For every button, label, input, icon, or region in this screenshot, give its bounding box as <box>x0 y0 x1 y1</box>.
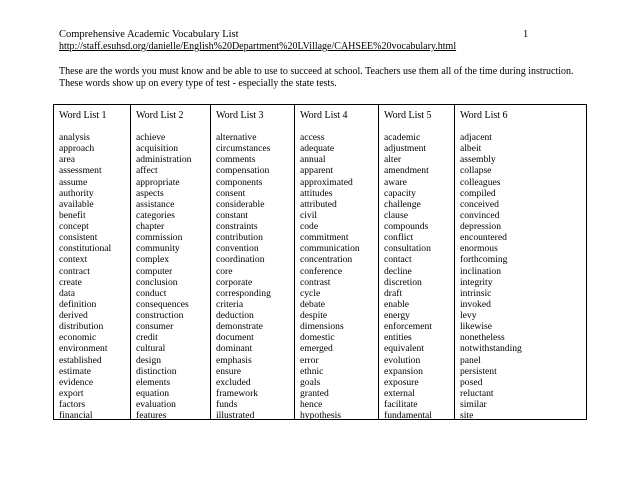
vocabulary-word: code <box>300 221 319 232</box>
vocabulary-word: despite <box>300 310 328 321</box>
vocabulary-word: emerged <box>300 343 333 355</box>
vocabulary-word: administration <box>136 154 192 166</box>
vocabulary-word: academic <box>384 132 421 143</box>
vocabulary-word: exposure <box>384 376 419 388</box>
vocabulary-word: alter <box>384 154 402 166</box>
intro-line: These words show up on every type of test - especially the state tests. <box>59 77 337 89</box>
vocabulary-word: hence <box>300 399 323 410</box>
vocabulary-word: core <box>216 265 233 277</box>
vocabulary-word: factors <box>59 399 86 410</box>
vocabulary-word: inclination <box>460 265 502 277</box>
vocabulary-word: albeit <box>460 143 482 155</box>
vocabulary-word: components <box>216 176 263 188</box>
vocabulary-word: available <box>59 198 94 210</box>
vocabulary-word: compiled <box>460 187 496 199</box>
vocabulary-word: debate <box>300 298 326 310</box>
vocabulary-word: capacity <box>384 187 416 199</box>
vocabulary-word: constant <box>216 209 248 221</box>
word-list-column <box>130 105 210 422</box>
vocabulary-word: affect <box>136 165 158 177</box>
vocabulary-word: elements <box>136 376 171 388</box>
vocabulary-word: convention <box>216 243 259 255</box>
vocabulary-word: apparent <box>300 165 334 177</box>
vocabulary-word: design <box>136 354 162 366</box>
vocabulary-word: draft <box>384 287 403 299</box>
vocabulary-word: contract <box>59 265 90 277</box>
vocabulary-word: export <box>59 387 84 399</box>
vocabulary-word: attitudes <box>300 187 333 199</box>
vocabulary-word: circumstances <box>216 143 271 155</box>
vocabulary-word: assessment <box>59 165 102 177</box>
vocabulary-word: integrity <box>460 276 493 288</box>
vocabulary-word: context <box>59 254 88 266</box>
vocabulary-word: concentration <box>300 254 353 266</box>
vocabulary-word: communication <box>300 243 360 255</box>
vocabulary-word: fundamental <box>384 410 432 422</box>
vocabulary-word: conduct <box>136 287 167 299</box>
vocabulary-word: emphasis <box>216 354 252 366</box>
vocabulary-word: encountered <box>460 232 507 244</box>
vocabulary-word: discretion <box>384 276 422 288</box>
vocabulary-word: data <box>59 287 75 299</box>
vocabulary-word: benefit <box>59 209 86 221</box>
vocabulary-word: consequences <box>136 298 189 310</box>
document-title: Comprehensive Academic Vocabulary List <box>59 29 239 40</box>
vocabulary-word: levy <box>460 310 477 321</box>
vocabulary-word: consent <box>216 187 246 199</box>
vocabulary-word: create <box>59 276 82 288</box>
vocabulary-word: annual <box>300 154 326 166</box>
vocabulary-word: community <box>136 243 180 255</box>
vocabulary-word: constitutional <box>59 243 112 255</box>
word-list-column <box>54 105 130 422</box>
vocabulary-word: aspects <box>136 187 164 199</box>
vocabulary-word: approximated <box>300 176 353 188</box>
vocabulary-word: environment <box>59 343 108 355</box>
word-list <box>384 132 432 421</box>
word-list <box>136 132 191 421</box>
vocabulary-word: nonetheless <box>460 332 505 344</box>
vocabulary-word: dimensions <box>300 321 344 333</box>
vocabulary-word: features <box>136 410 167 422</box>
vocabulary-word: panel <box>460 354 481 366</box>
vocabulary-word: notwithstanding <box>460 343 522 355</box>
vocabulary-word: cycle <box>300 287 321 299</box>
vocabulary-word: approach <box>59 143 95 155</box>
vocabulary-word: derived <box>59 310 88 321</box>
vocabulary-word: entities <box>384 332 412 344</box>
column-heading: Word List 5 <box>384 110 432 121</box>
vocabulary-word: collapse <box>460 165 492 177</box>
vocabulary-word: analysis <box>59 132 90 143</box>
vocabulary-word: excluded <box>216 376 251 388</box>
column-heading: Word List 2 <box>136 110 184 121</box>
vocabulary-word: contribution <box>216 232 263 244</box>
vocabulary-word: area <box>59 154 75 166</box>
word-list-column <box>454 105 586 422</box>
vocabulary-word: chapter <box>136 221 165 232</box>
vocabulary-word: evolution <box>384 354 421 366</box>
vocabulary-word: access <box>300 132 325 143</box>
vocabulary-word: categories <box>136 209 175 221</box>
vocabulary-word: consistent <box>59 232 98 244</box>
vocabulary-word: similar <box>460 399 487 410</box>
vocabulary-word: adjacent <box>460 132 492 143</box>
vocabulary-word: invoked <box>460 298 491 310</box>
vocabulary-word: contrast <box>300 276 331 288</box>
vocabulary-word: compensation <box>216 165 270 177</box>
vocabulary-word: attributed <box>300 198 337 210</box>
vocabulary-word: expansion <box>384 365 423 377</box>
column-heading: Word List 3 <box>216 110 264 121</box>
vocabulary-word: commitment <box>300 232 349 244</box>
vocabulary-word: depression <box>460 221 502 232</box>
vocabulary-word: contact <box>384 254 412 266</box>
vocabulary-word: considerable <box>216 198 265 210</box>
vocabulary-word: conference <box>300 265 343 277</box>
source-url-link[interactable]: http://staff.esuhsd.org/danielle/English%20Department%20LVillage/CAHSEE%20vocabulary.html <box>59 41 457 52</box>
vocabulary-word: funds <box>216 399 238 410</box>
vocabulary-word: facilitate <box>384 399 418 410</box>
vocabulary-word: consumer <box>136 321 174 333</box>
vocabulary-word: deduction <box>216 310 254 321</box>
vocabulary-word: distinction <box>136 365 177 377</box>
word-list-column <box>294 105 378 422</box>
column-heading: Word List 6 <box>460 110 508 121</box>
vocabulary-word: conclusion <box>136 276 178 288</box>
vocabulary-table <box>53 104 587 420</box>
vocabulary-word: economic <box>59 332 97 344</box>
vocabulary-word: evaluation <box>136 399 176 410</box>
vocabulary-word: enormous <box>460 243 498 255</box>
vocabulary-word: challenge <box>384 198 421 210</box>
intro-paragraph <box>59 66 599 89</box>
vocabulary-word: definition <box>59 298 97 310</box>
vocabulary-word: credit <box>136 332 158 344</box>
vocabulary-word: conceived <box>460 198 499 210</box>
vocabulary-word: equivalent <box>384 343 424 355</box>
vocabulary-word: complex <box>136 254 170 266</box>
vocabulary-word: distribution <box>59 321 104 333</box>
vocabulary-word: hypothesis <box>300 410 342 422</box>
vocabulary-word: error <box>300 354 319 366</box>
vocabulary-word: corporate <box>216 276 253 288</box>
vocabulary-word: energy <box>384 310 410 321</box>
vocabulary-word: commission <box>136 232 183 244</box>
vocabulary-word: achieve <box>136 132 166 143</box>
vocabulary-word: constraints <box>216 221 258 232</box>
vocabulary-word: financial <box>59 410 93 422</box>
vocabulary-word: alternative <box>216 132 257 143</box>
vocabulary-word: assistance <box>136 198 175 210</box>
vocabulary-word: demonstrate <box>216 321 263 333</box>
vocabulary-word: reluctant <box>460 387 494 399</box>
vocabulary-word: authority <box>59 187 94 199</box>
vocabulary-word: estimate <box>59 365 91 377</box>
word-list <box>216 132 271 421</box>
vocabulary-word: intrinsic <box>460 287 492 299</box>
vocabulary-word: criteria <box>216 298 244 310</box>
vocabulary-word: forthcoming <box>460 254 508 266</box>
vocabulary-word: posed <box>460 376 483 388</box>
word-list-column <box>210 105 294 422</box>
vocabulary-word: conflict <box>384 232 414 244</box>
vocabulary-word: aware <box>384 176 407 188</box>
vocabulary-word: clause <box>384 209 408 221</box>
vocabulary-word: cultural <box>136 343 166 355</box>
intro-line: These are the words you must know and be able to use to succeed at school. Teachers use them all of the time during instruction. <box>59 66 574 77</box>
vocabulary-word: evidence <box>59 376 94 388</box>
word-list <box>59 132 111 421</box>
vocabulary-word: goals <box>300 376 321 388</box>
column-heading: Word List 1 <box>59 110 107 121</box>
vocabulary-word: appropriate <box>136 176 180 188</box>
vocabulary-word: persistent <box>460 365 497 377</box>
vocabulary-word: convinced <box>460 209 500 221</box>
vocabulary-word: colleagues <box>460 176 501 188</box>
vocabulary-word: corresponding <box>216 287 271 299</box>
vocabulary-word: dominant <box>216 343 253 355</box>
vocabulary-word: adequate <box>300 143 335 155</box>
vocabulary-word: equation <box>136 387 170 399</box>
word-list <box>300 132 360 421</box>
vocabulary-word: concept <box>59 221 89 232</box>
vocabulary-word: document <box>216 332 254 344</box>
vocabulary-word: enforcement <box>384 321 432 333</box>
vocabulary-word: ensure <box>216 365 242 377</box>
vocabulary-word: acquisition <box>136 143 179 155</box>
vocabulary-word: domestic <box>300 332 335 344</box>
word-list-column <box>378 105 454 422</box>
vocabulary-word: decline <box>384 265 412 277</box>
page-number: 1 <box>523 29 529 40</box>
vocabulary-word: comments <box>216 154 256 166</box>
vocabulary-word: adjustment <box>384 143 427 155</box>
vocabulary-word: computer <box>136 265 173 277</box>
vocabulary-word: assume <box>59 176 88 188</box>
vocabulary-word: likewise <box>460 321 492 333</box>
vocabulary-word: civil <box>300 209 318 221</box>
vocabulary-word: site <box>460 410 474 422</box>
vocabulary-word: enable <box>384 298 410 310</box>
vocabulary-word: consultation <box>384 243 431 255</box>
column-heading: Word List 4 <box>300 110 348 121</box>
vocabulary-word: illustrated <box>216 410 255 422</box>
vocabulary-word: framework <box>216 387 259 399</box>
vocabulary-word: amendment <box>384 165 429 177</box>
word-list <box>460 132 522 421</box>
vocabulary-word: external <box>384 387 415 399</box>
vocabulary-word: granted <box>300 387 329 399</box>
vocabulary-word: assembly <box>460 154 496 166</box>
vocabulary-word: established <box>59 354 102 366</box>
vocabulary-word: ethnic <box>300 365 324 377</box>
vocabulary-word: construction <box>136 310 184 321</box>
vocabulary-word: compounds <box>384 221 429 232</box>
vocabulary-word: coordination <box>216 254 265 266</box>
